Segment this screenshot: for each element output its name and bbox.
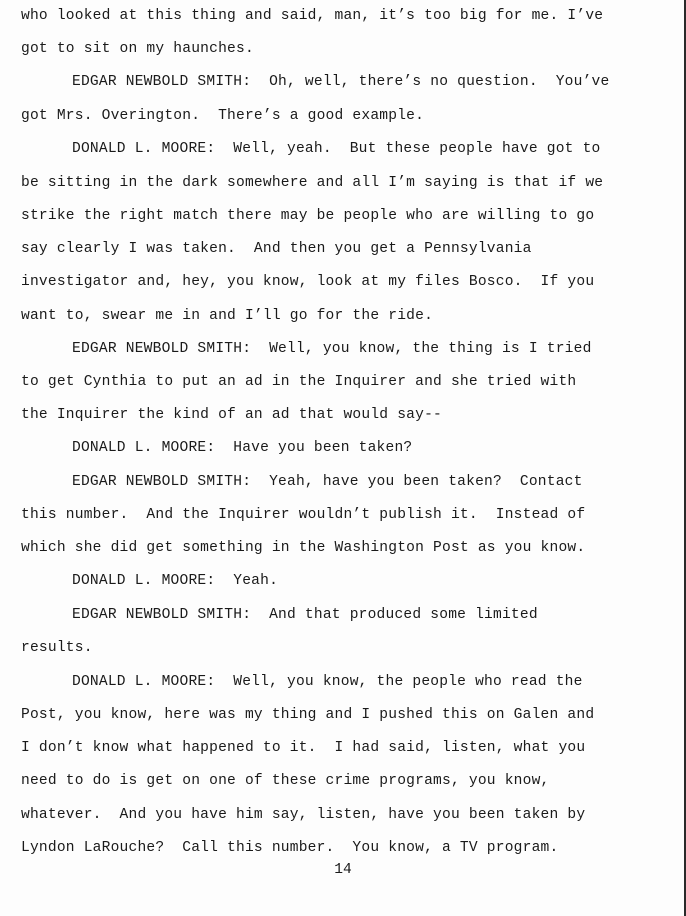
transcript-line-23: I don’t know what happened to it. I had said, listen, what you <box>21 740 586 756</box>
transcript-line-26: Lyndon LaRouche? Call this number. You know, a TV program. <box>21 840 559 856</box>
transcript-line-13: the Inquirer the kind of an ad that would say-- <box>21 407 443 423</box>
transcript-line-17: which she did get something in the Washington Post as you know. <box>21 540 586 556</box>
transcript-line-10: want to, swear me in and I’ll go for the ride. <box>21 308 434 324</box>
transcript-line-1: who looked at this thing and said, man, it’s too big for me. I’ve <box>21 8 604 24</box>
transcript-line-11: EDGAR NEWBOLD SMITH: Well, you know, the thing is I tried <box>72 341 592 357</box>
transcript-line-7: strike the right match there may be people who are willing to go <box>21 208 595 224</box>
transcript-line-22: Post, you know, here was my thing and I pushed this on Galen and <box>21 707 595 723</box>
transcript-line-18: DONALD L. MOORE: Yeah. <box>72 573 279 589</box>
transcript-line-5: DONALD L. MOORE: Well, yeah. But these people have got to <box>72 141 601 157</box>
transcript-line-4: got Mrs. Overington. There’s a good example. <box>21 108 425 124</box>
page-number: 14 <box>334 862 352 878</box>
transcript-line-25: whatever. And you have him say, listen, have you been taken by <box>21 807 586 823</box>
transcript-line-24: need to do is get on one of these crime programs, you know, <box>21 773 550 789</box>
transcript-line-6: be sitting in the dark somewhere and all I’m saying is that if we <box>21 175 604 191</box>
transcript-line-9: investigator and, hey, you know, look at my files Bosco. If you <box>21 274 595 290</box>
transcript-line-14: DONALD L. MOORE: Have you been taken? <box>72 440 413 456</box>
transcript-line-2: got to sit on my haunches. <box>21 41 254 57</box>
transcript-line-21: DONALD L. MOORE: Well, you know, the people who read the <box>72 674 583 690</box>
transcript-line-15: EDGAR NEWBOLD SMITH: Yeah, have you been taken? Contact <box>72 474 583 490</box>
transcript-line-16: this number. And the Inquirer wouldn’t publish it. Instead of <box>21 507 586 523</box>
transcript-line-12: to get Cynthia to put an ad in the Inquirer and she tried with <box>21 374 577 390</box>
transcript-line-8: say clearly I was taken. And then you get a Pennsylvania <box>21 241 532 257</box>
transcript-line-3: EDGAR NEWBOLD SMITH: Oh, well, there’s no question. You’ve <box>72 74 610 90</box>
transcript-line-20: results. <box>21 640 93 656</box>
transcript-line-19: EDGAR NEWBOLD SMITH: And that produced some limited <box>72 607 538 623</box>
